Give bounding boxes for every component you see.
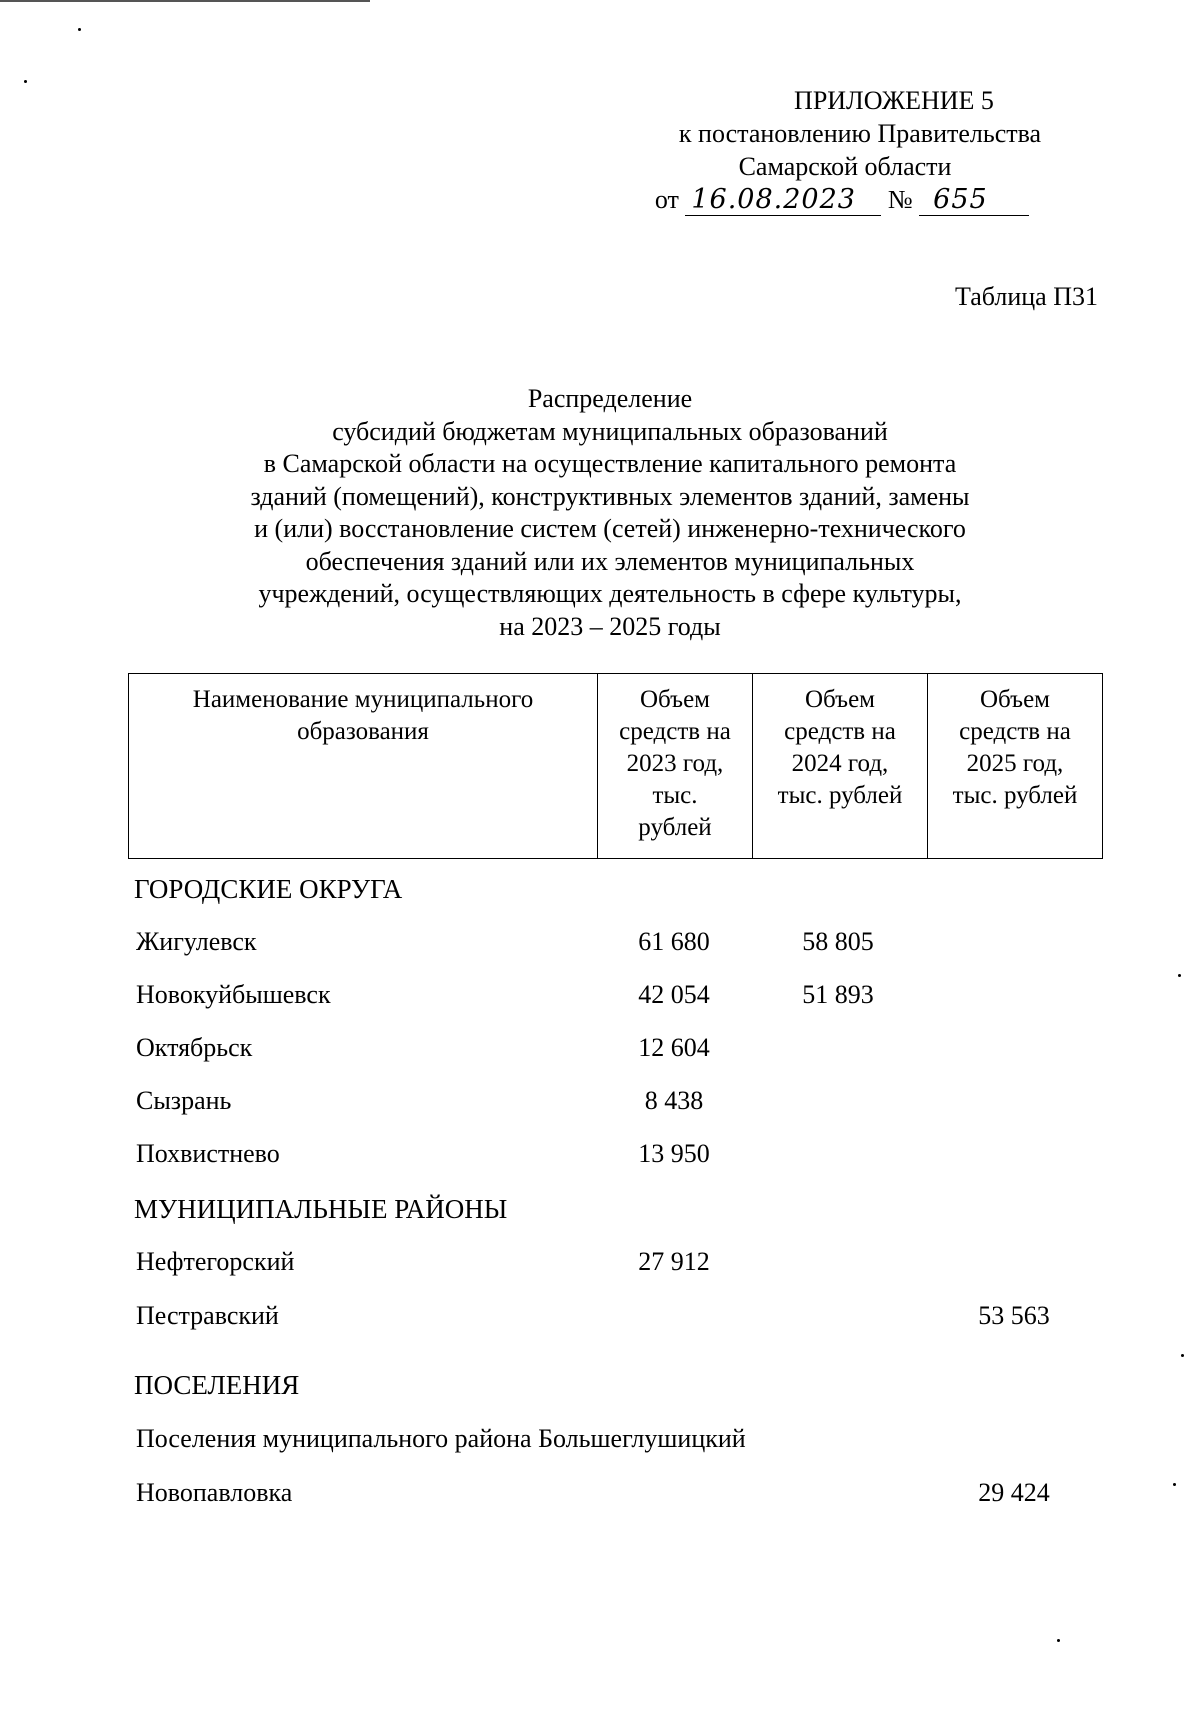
number-prefix: № (887, 185, 913, 214)
value-2023: 13 950 (638, 1139, 710, 1168)
header-municipality (129, 674, 598, 859)
scan-speck (1178, 974, 1181, 977)
municipality-name: Новопавловка (136, 1478, 293, 1507)
header-line: 2025 год, (966, 750, 1064, 777)
municipality-name: Октябрьск (136, 1033, 253, 1062)
title-line: субсидий бюджетам муниципальных образований (332, 416, 888, 446)
scan-speck (1057, 1639, 1060, 1642)
value-2023: 12 604 (638, 1033, 710, 1062)
value-2023: 42 054 (638, 980, 710, 1009)
municipality-name: Нефтегорский (136, 1247, 295, 1276)
table-row (0, 980, 1200, 1014)
municipality-name: Похвистнево (136, 1139, 280, 1168)
title-line: и (или) восстановление систем (сетей) инженерно-технического (254, 514, 966, 543)
title-line: учреждений, осуществляющих деятельность в сфере культуры, (258, 579, 962, 608)
appendix-resolution-line: к постановлению Правительства (678, 119, 1042, 148)
section-heading: ПОСЕЛЕНИЯ (134, 1370, 300, 1400)
section-heading: ГОРОДСКИЕ ОКРУГА (134, 874, 403, 904)
appendix-region-line: Самарской области (738, 152, 952, 181)
table-row (0, 1247, 1200, 1281)
table-label: Таблица П31 (955, 282, 1098, 311)
title-line: на 2023 – 2025 годы (499, 611, 721, 641)
date-prefix: от (654, 185, 679, 214)
handwritten-number: 655 (919, 185, 1029, 216)
table-row (0, 1478, 1200, 1512)
scan-speck (1173, 1483, 1176, 1486)
header-line: Объем (640, 686, 710, 713)
table-row (0, 1033, 1200, 1067)
header-line: средств на (784, 718, 896, 745)
header-line: 2023 год, (626, 750, 724, 777)
section-row (0, 874, 1200, 908)
header-line: тыс. рублей (777, 782, 903, 809)
scan-speck (24, 80, 27, 83)
section-row (0, 1370, 1200, 1404)
table-row (0, 1086, 1200, 1120)
value-2023: 27 912 (638, 1247, 710, 1276)
header-line: средств на (619, 718, 731, 745)
value-2024: 51 893 (802, 980, 874, 1009)
section-heading: МУНИЦИПАЛЬНЫЕ РАЙОНЫ (134, 1194, 508, 1224)
appendix-header (600, 84, 1120, 216)
table-row (0, 1139, 1200, 1173)
handwritten-date: 16.08.2023 (685, 185, 881, 216)
value-2023: 61 680 (638, 927, 710, 956)
title-line: зданий (помещений), конструктивных элементов зданий, замены (250, 481, 970, 511)
header-2025 (928, 674, 1103, 859)
header-line: Объем (805, 686, 875, 713)
municipality-name: Новокуйбышевск (136, 980, 331, 1009)
value-2025: 29 424 (978, 1478, 1050, 1507)
scan-speck (78, 28, 81, 31)
appendix-date-row (564, 183, 1120, 216)
header-2024 (753, 674, 928, 859)
document-title (120, 383, 1100, 643)
title-line: обеспечения зданий или их элементов муниципальных (305, 546, 915, 576)
title-line: Распределение (527, 384, 693, 413)
scan-speck (1181, 1354, 1184, 1357)
header-line: тыс. (652, 782, 698, 809)
scan-edge-mark (0, 0, 370, 8)
appendix-title: ПРИЛОЖЕНИЕ 5 (794, 86, 994, 115)
header-line: тыс. рублей (952, 782, 1078, 809)
value-2023: 8 438 (644, 1086, 704, 1115)
header-row (129, 674, 1103, 859)
value-2025: 53 563 (978, 1301, 1050, 1330)
section-row (0, 1194, 1200, 1228)
municipality-name: Пестравский (136, 1301, 279, 1330)
header-line: рублей (638, 814, 712, 841)
table-row (0, 1301, 1200, 1335)
municipality-name: Поселения муниципального района Большеглушицкий (136, 1424, 746, 1453)
header-line: Наименование муниципального (192, 686, 534, 713)
table-row (0, 1424, 1200, 1458)
value-2024: 58 805 (802, 927, 874, 956)
title-line: в Самарской области на осуществление капитального ремонта (263, 449, 957, 478)
header-2023 (598, 674, 753, 859)
header-line: образования (297, 718, 429, 745)
header-line: 2024 год, (791, 750, 889, 777)
header-line: Объем (980, 686, 1050, 713)
header-line: средств на (959, 718, 1071, 745)
municipality-name: Жигулевск (136, 927, 257, 956)
table-row (0, 927, 1200, 961)
table-header (128, 673, 1103, 859)
municipality-name: Сызрань (136, 1086, 232, 1115)
